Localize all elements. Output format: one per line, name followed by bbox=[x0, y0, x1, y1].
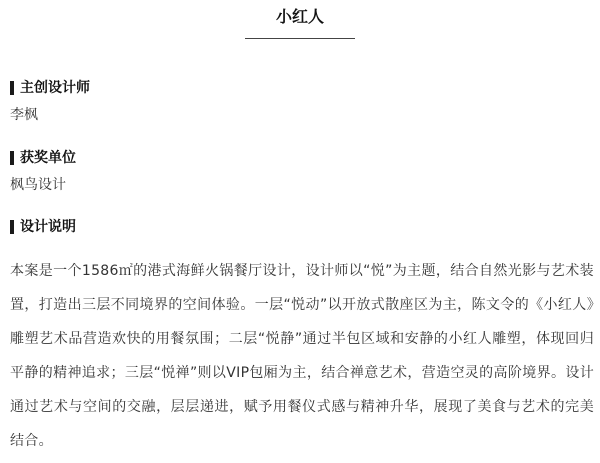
section-marker-bar bbox=[10, 81, 14, 95]
designer-name: 李枫 bbox=[10, 107, 38, 123]
design-description-paragraph: 本案是一个1586㎡的港式海鲜火锅餐厅设计，设计师以“悦”为主题，结合自然光影与艺术装置，打造出三层不同境界的空间体验。一层“悦动”以开放式散座区为主，陈文令的《小红人》雕塑艺术品营造欢快的用餐氛围；二层“悦静”通过半包区域和安静的小红人雕塑，体现回归平静的精神追求；三层“悦禅”则以VIP包厢为主，结合禅意艺术，营造空灵的高阶境界。设计通过艺术与空间的交融，层层递进，赋予用餐仪式感与精神升华，展现了美食与艺术的完美结合。 bbox=[10, 263, 594, 449]
section-marker-bar bbox=[10, 151, 14, 165]
section-marker-bar bbox=[10, 220, 14, 234]
section-header-description bbox=[10, 219, 76, 235]
section-header-award-unit bbox=[10, 150, 76, 166]
section-header-designer bbox=[10, 80, 90, 96]
section-title-designer: 主创设计师 bbox=[20, 80, 90, 96]
section-title-description: 设计说明 bbox=[20, 219, 76, 235]
award-unit-name: 枫鸟设计 bbox=[10, 177, 66, 193]
section-title-award-unit: 获奖单位 bbox=[20, 150, 76, 166]
title-underline-divider bbox=[245, 38, 355, 39]
page-title: 小红人 bbox=[275, 7, 324, 26]
